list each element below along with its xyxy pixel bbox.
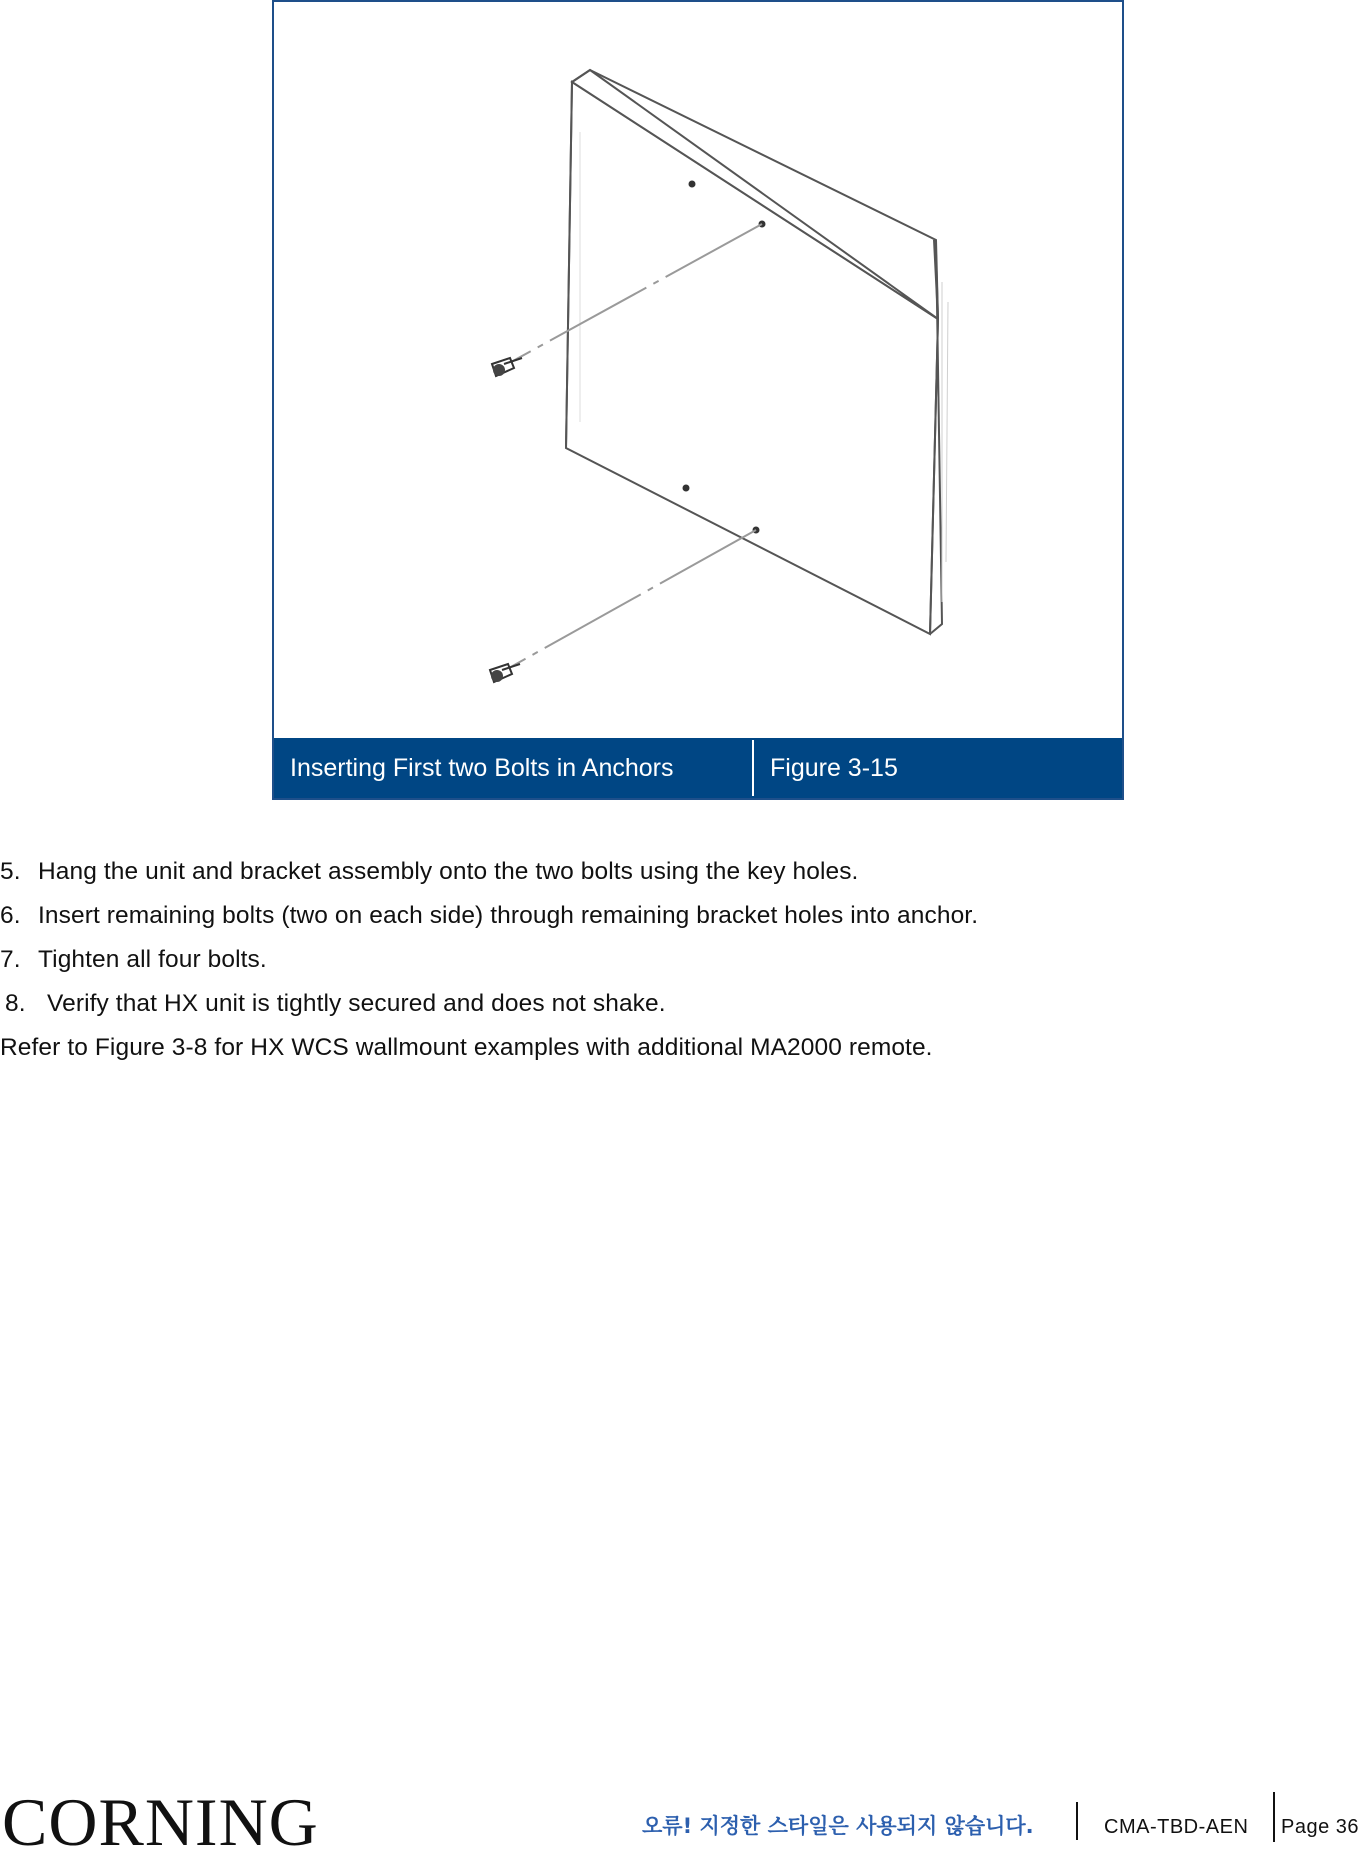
step-text: Hang the unit and bracket assembly onto the two bolts using the key holes. — [38, 858, 859, 885]
figure-caption-title: Inserting First two Bolts in Anchors — [274, 740, 754, 796]
step-number: 6. — [0, 902, 21, 929]
step-text: Tighten all four bolts. — [38, 946, 267, 973]
footer-page-number: Page 36 — [1281, 1816, 1360, 1838]
corning-logo: CORNING — [2, 1784, 319, 1860]
page-footer — [0, 1780, 1369, 1860]
bolt-top — [492, 358, 522, 376]
step-text: Verify that HX unit is tightly secured and does not shake. — [47, 990, 666, 1017]
enclosure-front-face — [566, 82, 938, 634]
step-5 — [0, 850, 1360, 894]
anchor-hole-top-left — [689, 181, 696, 188]
step-6 — [0, 894, 1360, 938]
bolt-bottom — [490, 664, 520, 682]
figure-frame — [272, 0, 1124, 800]
footer-doc-id: CMA-TBD-AEN — [1104, 1816, 1249, 1838]
footer-style-error: 오류! 지정한 스타일은 사용되지 않습니다. — [642, 1814, 1034, 1838]
anchor-hole-bottom-left — [683, 485, 690, 492]
figure-caption-number: Figure 3-15 — [770, 753, 898, 782]
step-number: 7. — [0, 946, 21, 973]
step-number: 8. — [5, 990, 26, 1017]
procedure-steps — [0, 850, 1360, 1070]
bolt-guide-line-bottom — [500, 530, 756, 673]
step-7 — [0, 938, 1360, 982]
footer-divider-2 — [1273, 1792, 1275, 1842]
reference-note: Refer to Figure 3-8 for HX WCS wallmount examples with additional MA2000 remote. — [0, 1034, 933, 1061]
step-number: 5. — [0, 858, 21, 885]
enclosure-side-texture — [942, 282, 948, 602]
figure-caption-bar — [274, 738, 1122, 798]
footer-divider-1 — [1076, 1802, 1078, 1840]
wall-mount-illustration — [274, 2, 1122, 740]
step-8 — [0, 982, 1360, 1026]
step-text: Insert remaining bolts (two on each side) through remaining bracket holes into anchor. — [38, 902, 979, 929]
